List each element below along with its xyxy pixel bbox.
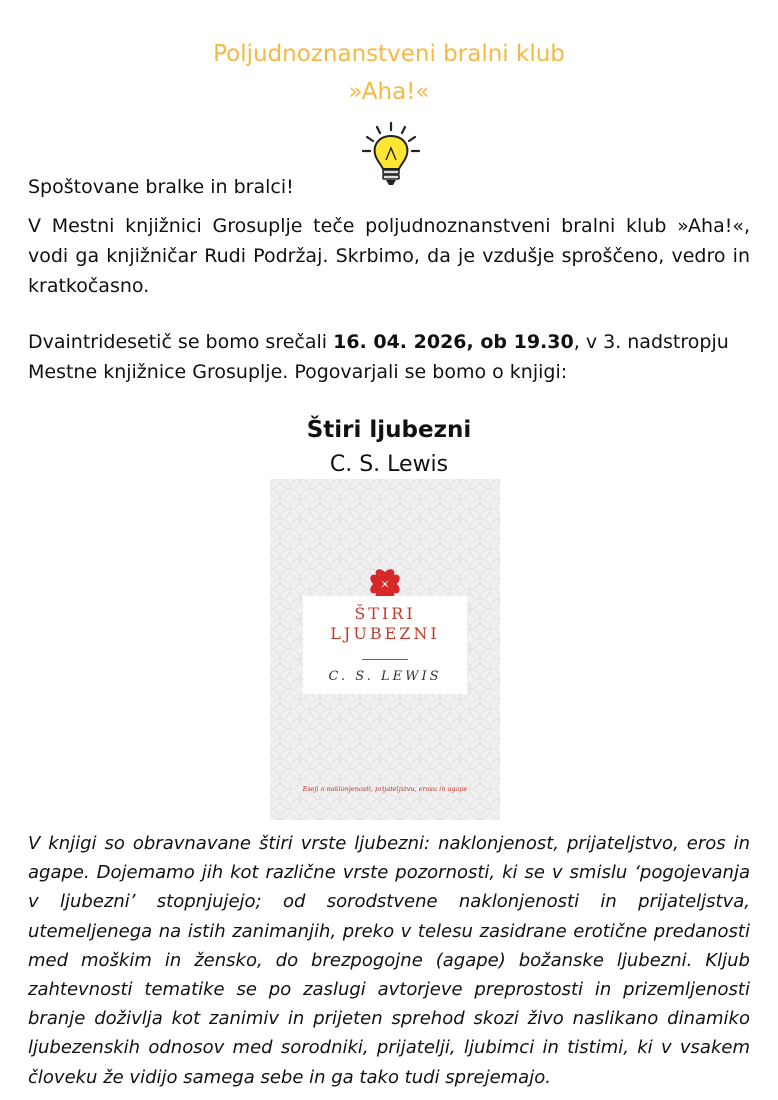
book-author: C. S. Lewis bbox=[329, 452, 449, 477]
cover-divider bbox=[362, 659, 408, 660]
cover-subtitle: Eseji o naklonjenosti, prijateljstvu, erosu in agape bbox=[302, 785, 468, 793]
book-cover-image bbox=[270, 479, 500, 820]
club-title-line2: »Aha!« bbox=[348, 79, 430, 105]
meeting-prefix: Dvaintridesetič se bomo srečali bbox=[28, 331, 334, 353]
cover-title-line1: ŠTIRI bbox=[354, 604, 416, 623]
greeting-text: Spoštovane bralke in bralci! bbox=[28, 176, 294, 198]
meeting-paragraph bbox=[28, 327, 750, 387]
cover-title-panel bbox=[303, 596, 467, 694]
intro-paragraph: V Mestni knjižnici Grosuplje teče poljudnoznanstveni bralni klub »Aha!«, vodi ga knjižničar Rudi Podržaj. Skrbimo, da je vzdušje sproščeno, vedro in kratkočasno. bbox=[28, 215, 750, 297]
meeting-date-time: 16. 04. 2026, ob 19.30 bbox=[333, 331, 574, 353]
book-title: Štiri ljubezni bbox=[306, 417, 472, 443]
cover-title-line2: LJUBEZNI bbox=[330, 624, 440, 643]
meeting-suffix: , v 3. nadstropju Mestne knjižnice Grosuplje. Pogovarjali se bomo o knjigi: bbox=[28, 331, 729, 383]
cover-author: C. S. LEWIS bbox=[328, 669, 442, 684]
club-title-line1: Poljudnoznanstveni bralni klub bbox=[213, 41, 565, 67]
book-description: V knjigi so obravnavane štiri vrste ljubezni: naklonjenost, prijateljstvo, eros in agape. Dojemamo jih kot različne vrste pozornosti, ki se v smislu ‘pogojevanja v ljubezni’ stopnjujejo; od sorodstvene naklonjenosti in prijateljstva, utemeljenega na istih zanimanjih, preko v telesu zasidrane erotične predanosti med moškim in žensko, do brezpogojne (agape) božanske ljubezni. Kljub zahtevnosti tematike se po zaslugi avtorjeve preprostosti in prizemljenosti branje doživlja kot zanimiv in prijeten sprehod skozi živo naslikano dinamiko ljubezenskih odnosov med sorodniki, prijatelji, ljubimci in tistimi, ki v vsakem človeku že vidijo samega sebe in ga tako tudi sprejemajo. bbox=[28, 833, 750, 1088]
